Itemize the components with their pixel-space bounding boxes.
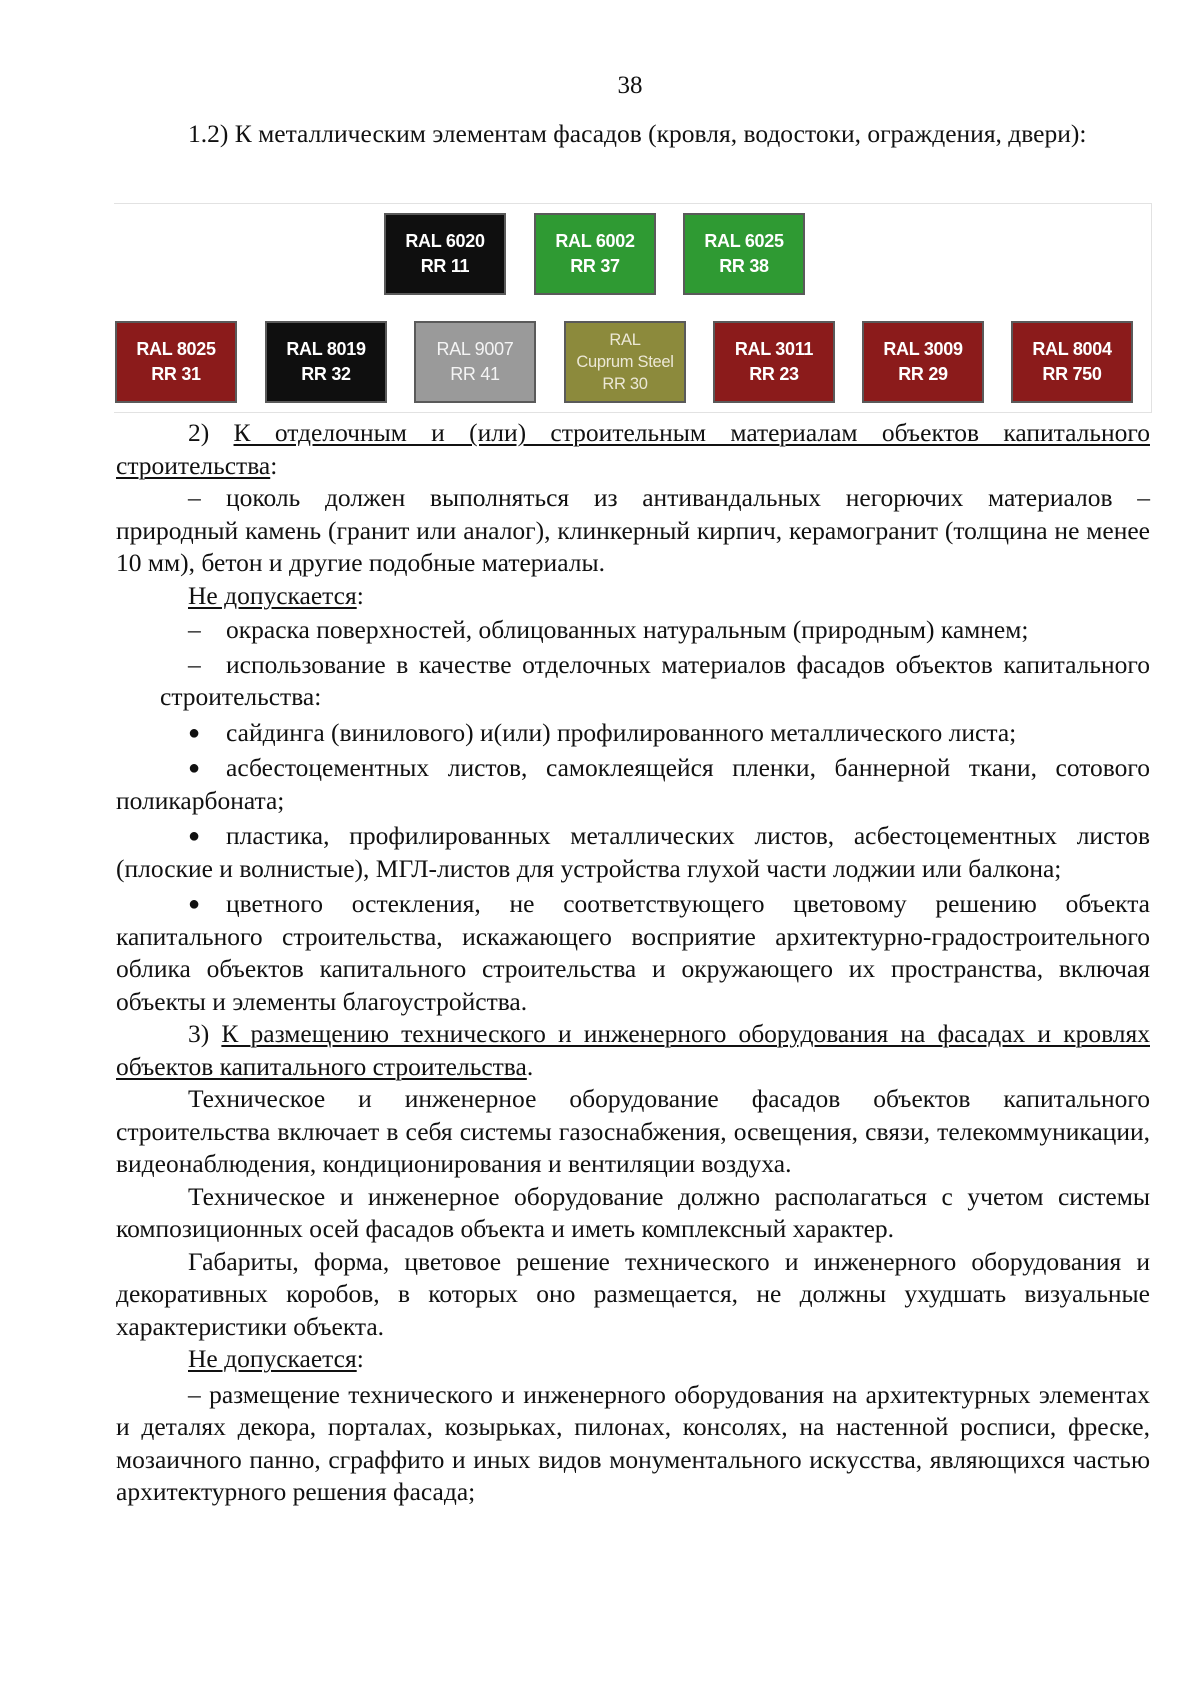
- section-3-end: .: [526, 1051, 534, 1081]
- swatch-label-rr: RR 29: [898, 364, 948, 384]
- page-number: 38: [617, 72, 643, 99]
- swatch-label-rr: RR 41: [450, 364, 500, 384]
- intro-paragraph: 1.2) К металлическим элементам фасадов (кровля, водостоки, ограждения, двери):: [188, 119, 1087, 148]
- swatch-label-name: Cuprum Steel: [576, 353, 674, 371]
- swatch-ral-3011: [713, 321, 835, 403]
- prohibited-item-text: окраска поверхностей, облицованных натуральным (природным) камнем;: [226, 615, 1029, 644]
- swatch-ral-6025: [683, 213, 805, 295]
- swatch-ral-3009: [862, 321, 984, 403]
- section-2-heading: [116, 417, 1150, 482]
- swatch-label-rr: RR 750: [1042, 364, 1102, 384]
- swatch-label-rr: RR 38: [719, 256, 769, 276]
- swatch-ral-8025: [115, 321, 237, 403]
- swatch-label-ral: RAL 6025: [704, 231, 784, 251]
- not-allowed-colon: :: [356, 580, 364, 610]
- swatch-label-rr: RR 37: [570, 256, 620, 276]
- prohibited-item: – размещение технического и инженерного оборудования на архитектурных элементах и деталях декора, порталах, козырьках, пилонах, консолях, на настенной росписи, фреске, мозаичного панно, сграффито и иных видов монументального искусства, являющихся частью архитектурного решения фасада;: [116, 1379, 1150, 1506]
- bullet-item: [116, 717, 1150, 750]
- swatch-label-rr: RR 30: [602, 375, 648, 393]
- dash-mark: –: [188, 615, 201, 644]
- prohibited-item-text: использование в качестве отделочных материалов фасадов объектов капитального строительства:: [160, 649, 1150, 711]
- swatch-label-ral: RAL 8025: [136, 339, 216, 359]
- swatch-label-ral: RAL 8004: [1032, 339, 1112, 359]
- color-swatch-panel: [114, 203, 1152, 413]
- section-2-number: 2): [188, 418, 234, 447]
- prohibited-item: [116, 614, 1150, 647]
- section-3-heading: [116, 1018, 1150, 1083]
- swatch-label-ral: RAL: [609, 331, 641, 349]
- not-allowed-label: [116, 580, 1150, 613]
- dash-mark: –: [188, 483, 201, 512]
- swatch-label-rr: RR 32: [301, 364, 351, 384]
- swatch-ral-9007: [414, 321, 536, 403]
- dash-mark: –: [188, 649, 201, 679]
- swatch-ral-8019: [265, 321, 387, 403]
- bullet-item: [116, 752, 1150, 817]
- plinth-requirement-text: цоколь должен выполняться из антивандальных негорючих материалов – природный камень (гранит или аналог), клинкерный кирпич, керамогранит (толщина не менее 10 мм), бетон и другие подобные материалы.: [116, 483, 1150, 577]
- section-3-number: 3): [188, 1019, 222, 1048]
- bullet-item: [116, 820, 1150, 885]
- swatch-label-ral: RAL 3011: [734, 339, 814, 359]
- swatch-label-ral: RAL 8019: [286, 339, 366, 359]
- swatch-label-ral: RAL 6020: [405, 231, 485, 251]
- bullet-icon: ●: [188, 893, 201, 915]
- swatch-ral-6020: [384, 213, 506, 295]
- bullet-item: [116, 888, 1150, 1018]
- plinth-requirement: [116, 482, 1150, 580]
- bullet-icon: ●: [188, 825, 201, 847]
- bullet-item-text: сайдинга (винилового) и(или) профилированного металлического листа;: [226, 717, 1017, 747]
- swatch-label-ral: RAL 6002: [555, 231, 635, 251]
- section-2-colon: :: [270, 450, 278, 480]
- equipment-paragraph: Габариты, форма, цветовое решение технического и инженерного оборудования и декоративных коробов, в которых оно размещается, не должны ухудшать визуальные характеристики объекта.: [116, 1246, 1150, 1341]
- swatch-label-ral: RAL 3009: [883, 339, 963, 359]
- equipment-paragraph: Техническое и инженерное оборудование фасадов объектов капитального строительства включает в себя системы газоснабжения, освещения, связи, телекоммуникации, видеонаблюдения, кондиционирования и вентиляции воздуха.: [116, 1084, 1150, 1178]
- swatch-ral-6002: [534, 213, 656, 295]
- intro-paragraph-block: [116, 118, 1150, 151]
- prohibited-item: [116, 649, 1150, 714]
- not-allowed-label: [116, 1343, 1150, 1376]
- section-3-heading-text: К размещению технического и инженерного оборудования на фасадах и кровлях объектов капитального строительства: [116, 1019, 1150, 1081]
- bullet-item-text: асбестоцементных листов, самоклеящейся пленки, баннерной ткани, сотового поликарбоната;: [116, 753, 1150, 815]
- not-allowed-text: Не допускается: [188, 1344, 357, 1373]
- bullet-item-text: пластика, профилированных металлических листов, асбестоцементных листов (плоские и волнистые), МГЛ-листов для устройства глухой части лоджии или балкона;: [116, 821, 1150, 883]
- swatch-label-rr: RR 31: [151, 364, 201, 384]
- bullet-icon: ●: [188, 721, 201, 744]
- section-2-heading-text: К отделочным и (или) строительным материалам объектов капитального строительства: [116, 418, 1150, 480]
- bullet-item-text: цветного остекления, не соответствующего цветовому решению объекта капитального строительства, искажающего восприятие архитектурно-градостроительного облика объектов капитального строительства и окружающего их пространства, включая объекты и элементы благоустройства.: [116, 889, 1150, 1016]
- main-text-block: [116, 417, 1150, 1509]
- bullet-icon: ●: [188, 757, 201, 779]
- swatch-label-ral: RAL 9007: [436, 339, 514, 359]
- swatch-label-rr: RR 11: [420, 256, 470, 276]
- swatch-label-rr: RR 23: [749, 364, 799, 384]
- swatch-ral-8004: [1011, 321, 1133, 403]
- swatch-ral-cuprum-steel: [564, 321, 686, 403]
- not-allowed-colon: :: [356, 1344, 364, 1373]
- equipment-paragraph: Техническое и инженерное оборудование должно располагаться с учетом системы композиционных осей фасадов объекта и иметь комплексный характер.: [116, 1181, 1150, 1243]
- not-allowed-text: Не допускается: [188, 580, 357, 610]
